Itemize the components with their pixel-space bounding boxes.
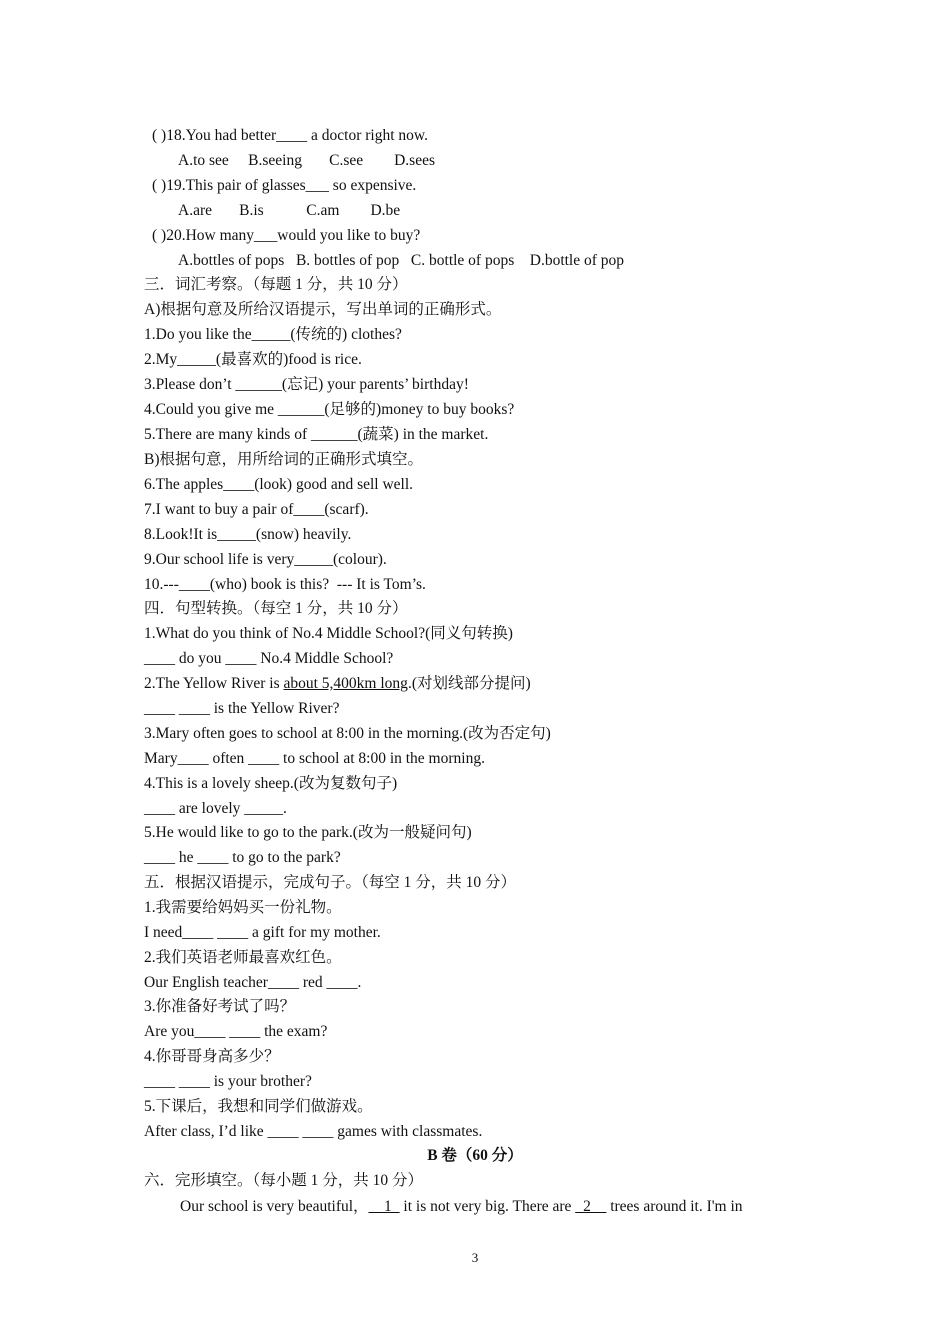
underlined-phrase: about 5,400km long (283, 675, 408, 692)
vocab-item-7: 7.I want to buy a pair of____(scarf). (144, 501, 369, 518)
question-20: ( )20.How many___would you like to buy? (152, 227, 421, 244)
vocab-item-6: 6.The apples____(look) good and sell well. (144, 476, 414, 493)
question-19-options: A.are B.is C.am D.be (178, 202, 401, 219)
question-19: ( )19.This pair of glasses___ so expensive. (152, 177, 417, 194)
transform-item-1: 1.What do you think of No.4 Middle School?(同义句转换) (144, 625, 513, 642)
section-3b-instruction: B)根据句意，用所给词的正确形式填空。 (144, 451, 424, 468)
section-6-heading: 六．完形填空。（每小题 1 分，共 10 分） (144, 1172, 424, 1189)
cloze-passage-line (180, 1197, 743, 1217)
translate-item-1-answer: I need____ ____ a gift for my mother. (144, 924, 381, 941)
vocab-item-8: 8.Look!It is_____(snow) heavily. (144, 526, 352, 543)
translate-item-2-answer: Our English teacher____ red ____. (144, 974, 362, 991)
transform-item-2 (144, 674, 531, 694)
transform-item-4: 4.This is a lovely sheep.(改为复数句子) (144, 775, 398, 792)
translate-item-3: 3.你准备好考试了吗？ (144, 998, 296, 1015)
cloze-text-3: trees around it. I'm in (606, 1198, 743, 1215)
vocab-item-2: 2.My_____(最喜欢的)food is rice. (144, 351, 362, 368)
translate-item-5: 5.下课后，我想和同学们做游戏。 (144, 1098, 373, 1115)
cloze-text-2: it is not very big. There are (399, 1198, 576, 1215)
section-5-heading: 五．根据汉语提示，完成句子。（每空 1 分，共 10 分） (144, 874, 517, 891)
transform-item-1-answer: ____ do you ____ No.4 Middle School? (144, 650, 394, 667)
transform-item-2-prefix: 2.The Yellow River is (144, 675, 284, 692)
translate-item-2: 2.我们英语老师最喜欢红色。 (144, 949, 342, 966)
translate-item-1: 1.我需要给妈妈买一份礼物。 (144, 899, 342, 916)
transform-item-3: 3.Mary often goes to school at 8:00 in the morning.(改为否定句) (144, 725, 551, 742)
translate-item-5-answer: After class, I’d like ____ ____ games with classmates. (144, 1123, 483, 1140)
vocab-item-9: 9.Our school life is very_____(colour). (144, 551, 387, 568)
transform-item-2-answer: ____ ____ is the Yellow River? (144, 700, 340, 717)
transform-item-5-answer: ____ he ____ to go to the park? (144, 849, 341, 866)
section-4-heading: 四．句型转换。（每空 1 分，共 10 分） (144, 600, 408, 617)
cloze-blank-1: __1_ (368, 1198, 400, 1215)
vocab-item-1: 1.Do you like the_____(传统的) clothes? (144, 326, 402, 343)
translate-item-4: 4.你哥哥身高多少？ (144, 1048, 280, 1065)
cloze-blank-2: _2__ (575, 1198, 607, 1215)
question-20-options: A.bottles of pops B. bottles of pop C. bottle of pops D.bottle of pop (178, 252, 625, 269)
part-b-heading: B 卷（60 分） (427, 1147, 523, 1164)
transform-item-5: 5.He would like to go to the park.(改为一般疑问句) (144, 824, 472, 841)
translate-item-3-answer: Are you____ ____ the exam? (144, 1023, 328, 1040)
vocab-item-5: 5.There are many kinds of ______(蔬菜) in the market. (144, 426, 489, 443)
transform-item-2-suffix: .(对划线部分提问) (407, 675, 531, 692)
transform-item-4-answer: ____ are lovely _____. (144, 800, 287, 817)
vocab-item-3: 3.Please don’t ______(忘记) your parents’ birthday! (144, 376, 469, 393)
cloze-text-1: Our school is very beautiful， (180, 1198, 369, 1215)
section-3a-instruction: A)根据句意及所给汉语提示，写出单词的正确形式。 (144, 301, 502, 318)
page-number: 3 (471, 1250, 479, 1265)
translate-item-4-answer: ____ ____ is your brother? (144, 1073, 312, 1090)
vocab-item-4: 4.Could you give me ______(足够的)money to buy books? (144, 401, 515, 418)
question-18: ( )18.You had better____ a doctor right now. (152, 127, 428, 144)
question-18-options: A.to see B.seeing C.see D.sees (178, 152, 435, 169)
vocab-item-10: 10.---____(who) book is this? --- It is Tom’s. (144, 576, 426, 593)
section-3-heading: 三．词汇考察。（每题 1 分，共 10 分） (144, 276, 408, 293)
transform-item-3-answer: Mary____ often ____ to school at 8:00 in the morning. (144, 750, 485, 767)
